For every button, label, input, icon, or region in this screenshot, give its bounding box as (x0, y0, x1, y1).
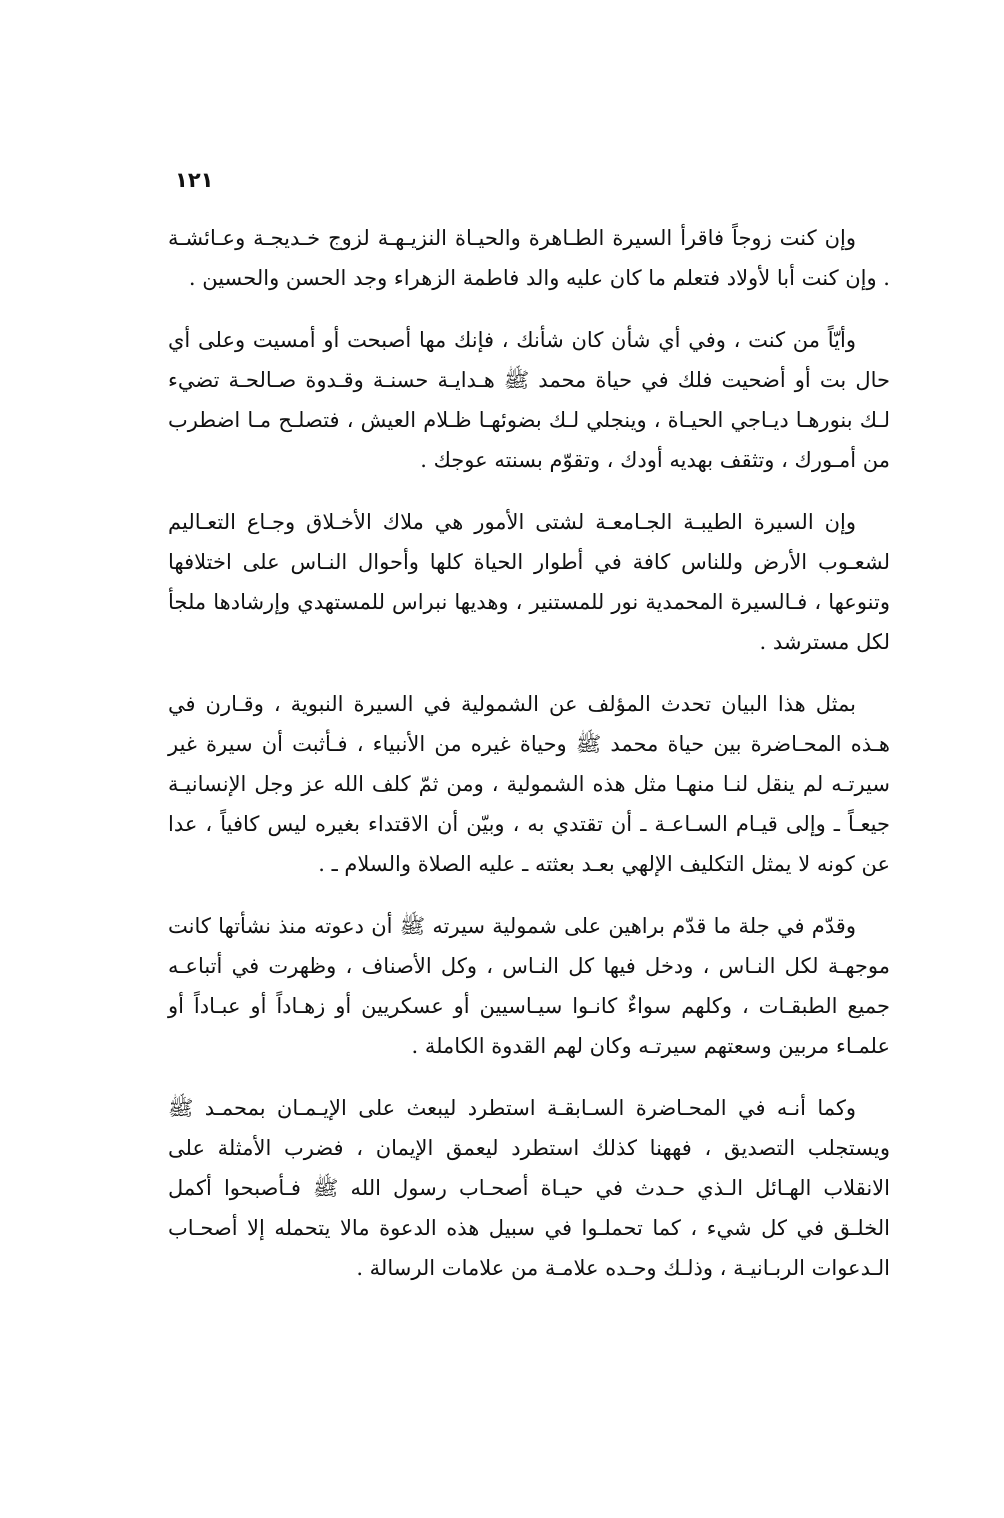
paragraph: بمثل هذا البيان تحدث المؤلف عن الشمولية في السيرة النبوية ، وقـارن في هـذه المحـاضرة بين حياة محمد ﷺ وحياة غيره من الأنبياء ، فـأثبت أن سيرة غير سيرتـه لم ينقل لنـا منهـا مثل هذه الشمولية ، ومن ثمّ كلف الله عز وجل الإنسانيـة جيعـاً ـ وإلى قيـام السـاعـة ـ أن تقتدي به ، وبيّن أن الاقتداء بغيره ليس كافياً ، عدا عن كونه لا يمثل التكليف الإلهي بعـد بعثته ـ عليه الصلاة والسلام ـ . (168, 692, 890, 876)
paragraph: وإن السيرة الطيبـة الجـامعـة لشتى الأمور هي ملاك الأخـلاق وجـاع التعـاليم لشعـوب الأرض وللناس كافة في أطوار الحياة كلها وأحوال النـاس على اختلافها وتنوعها ، فـالسيرة المحمدية نور للمستنير ، وهديها نبراس للمستهدي وإرشادها ملجأ لكل مسترشد . (168, 510, 890, 654)
paragraph: وقدّم في جلة ما قدّم براهين على شمولية سيرته ﷺ أن دعوته منذ نشأتها كانت موجهـة لكل النـاس ، ودخل فيها كل النـاس ، وكل الأصناف ، وظهرت في أتباعـه جميع الطبقـات ، وكلهم سواءٌ كانـوا سيـاسيين أو عسكريين أو زهـاداً أو عبـاداً أو علمـاء مربين وسعتهم سيرتـه وكان لهم القدوة الكاملة . (168, 914, 890, 1058)
paragraph: وإن كنت زوجاً فاقرأ السيرة الطـاهرة والحيـاة النزيـهـة لزوج خـديجـة وعـائشـة . وإن كنت أبا لأولاد فتعلم ما كان عليه والد فاطمة الزهراء وجد الحسن والحسين . (168, 226, 890, 290)
page-number: ١٢١ (175, 168, 214, 192)
paragraph: وكما أنـه في المحـاضرة السـابقـة استطرد ليبعث على الإيـمـان بمحمـد ﷺ ويستجلب التصديق ، فههنا كذلك استطرد ليعمق الإيمان ، فضرب الأمثلة على الانقلاب الهـائل الـذي حـدث في حيـاة أصحـاب رسول الله ﷺ فـأصبحوا أكمل الخلـق في كل شيء ، كما تحملـوا في سبيل هذه الدعوة مالا يتحمله إلا أصحـاب الـدعوات الربـانيـة ، وذلـك وحـده علامـة من علامات الرسالة . (168, 1096, 890, 1280)
page-body (168, 218, 890, 1310)
paragraph: وأيّاً من كنت ، وفي أي شأن كان شأنك ، فإنك مها أصبحت أو أمسيت وعلى أي حال بت أو أضحيت فلك في حياة محمد ﷺ هـدايـة حسنـة وقـدوة صـالحـة تضيء لـك بنورهـا ديـاجي الحيـاة ، وينجلي لـك بضوئهـا ظـلام العيش ، فتصلـح مـا اضطرب من أمـورك ، وتثقف بهديه أودك ، وتقوّم بسنته عوجك . (168, 328, 890, 472)
